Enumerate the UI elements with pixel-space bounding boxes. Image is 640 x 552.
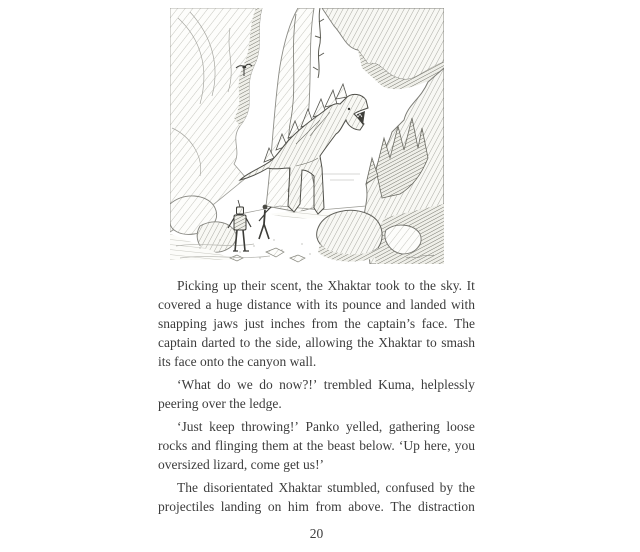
story-paragraph <box>158 276 475 371</box>
story-line: captain darted to the side, allowing the Xhaktar to smash <box>158 335 475 350</box>
story-line: ‘Just keep throwing!’ Panko yelled, gathering loose <box>177 419 475 434</box>
story-line: its face onto the canyon wall. <box>158 354 317 369</box>
story-paragraph <box>158 478 475 516</box>
story-line: ‘What do we do now?!’ trembled Kuma, helplessly <box>177 377 475 392</box>
story-line: projectiles landing on him from above. The distraction <box>158 499 475 514</box>
story-line: oversized lizard, come get us!’ <box>158 457 325 472</box>
story-line: The disorientated Xhaktar stumbled, confused by the <box>177 480 475 495</box>
right-overhang <box>322 8 444 89</box>
page-number: 20 <box>309 526 324 541</box>
text-block <box>158 276 475 543</box>
story-line: covered a huge distance with its pounce and landed with <box>158 297 475 312</box>
hanging-vine <box>313 8 324 78</box>
dinosaur-eye <box>348 108 350 110</box>
canyon-dinosaur-illustration <box>170 8 444 264</box>
story-paragraph <box>158 375 475 413</box>
story-line: peering over the ledge. <box>158 396 282 411</box>
illustration-svg <box>170 8 444 264</box>
story-line: rocks and flinging them at the beast below. ‘Up here, you <box>158 438 475 453</box>
story-paragraph <box>158 417 475 474</box>
story-line: snapping jaws just inches from the captain’s face. The <box>158 316 475 331</box>
story-line: Picking up their scent, the Xhaktar took to the sky. It <box>177 278 475 293</box>
